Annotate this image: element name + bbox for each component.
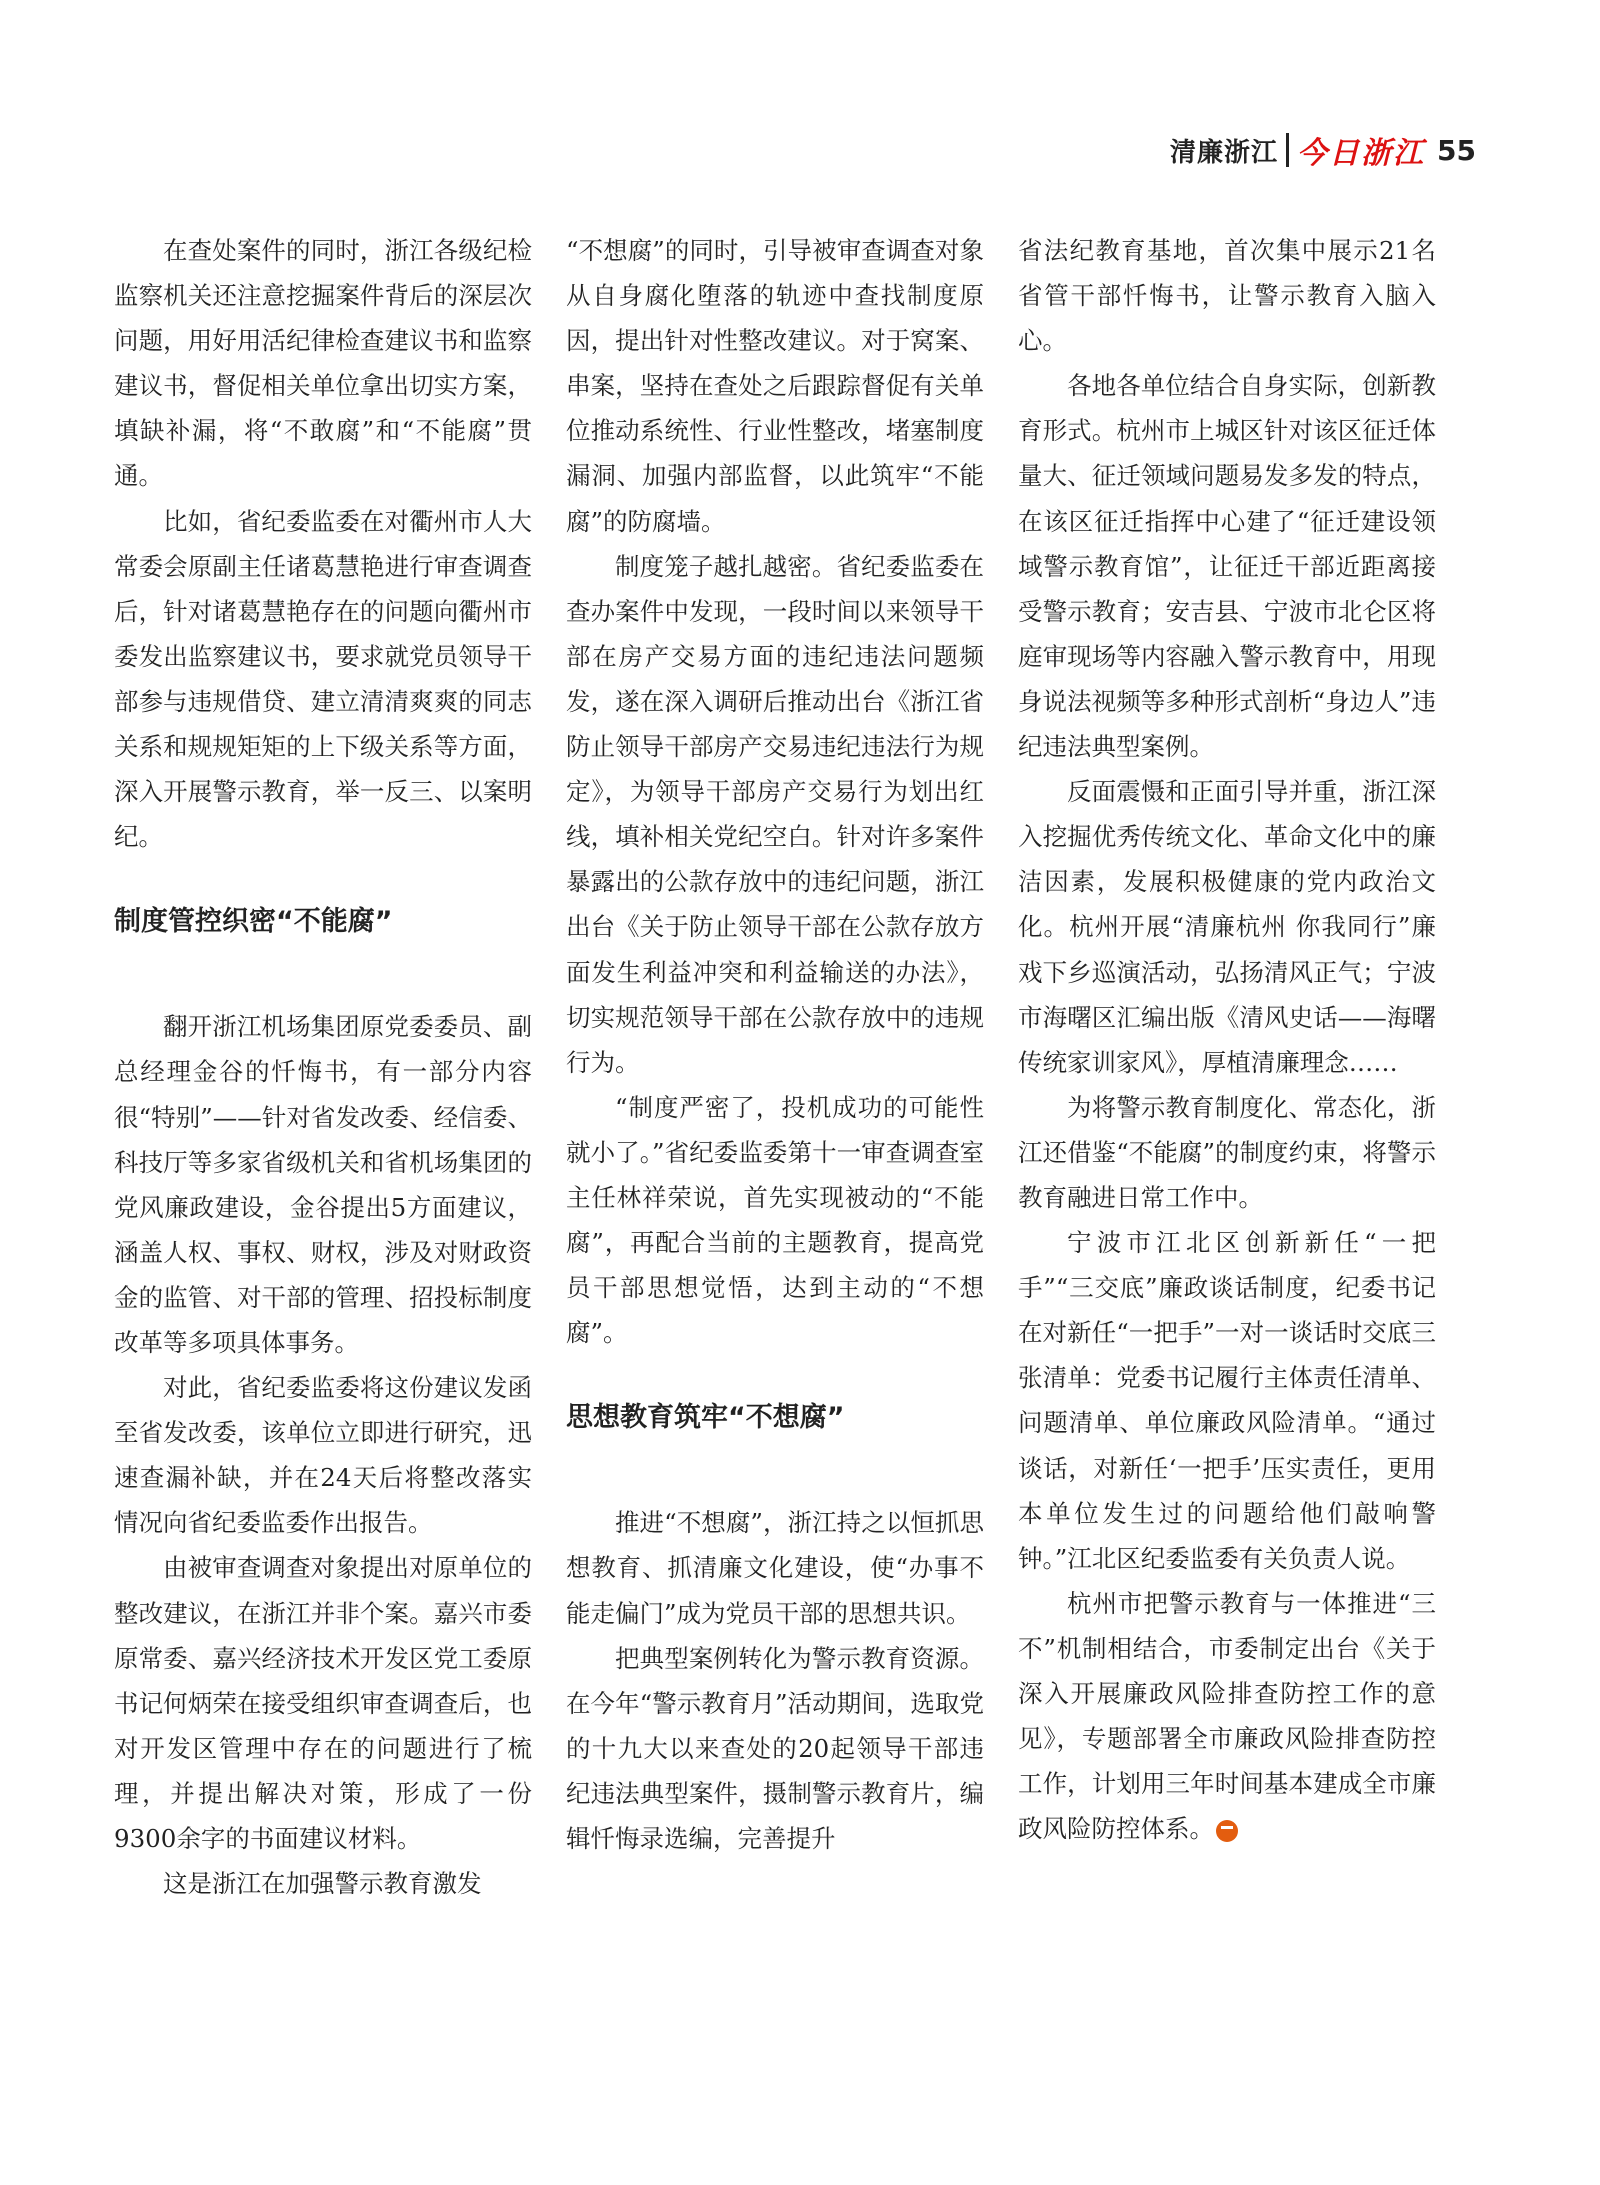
section-heading: 思想教育筑牢“不想腐” <box>566 1402 845 1434</box>
paragraph: 翻开浙江机场集团原党委委员、副总经理金谷的忏悔书，有一部分内容很“特别”——针对省发改委、经信委、科技厅等多家省级机关和省机场集团的党风廉政建设，金谷提出5方面建议，涵盖人权、事权、财权，涉及对财政资金的监管、对干部的管理、招投标制度改革等多项具体事务。 <box>114 1012 532 1357</box>
paragraph: 为将警示教育制度化、常态化，浙江还借鉴“不能腐”的制度约束，将警示教育融进日常工作中。 <box>1018 1092 1436 1212</box>
section-heading: 制度管控织密“不能腐” <box>114 906 393 938</box>
paragraph: 反面震慑和正面引导并重，浙江深入挖掘优秀传统文化、革命文化中的廉洁因素，发展积极健康的党内政治文化。杭州开展“清廉杭州 你我同行”廉戏下乡巡演活动，弘扬清风正气；宁波市海曙区汇编出版《清风史话——海曙传统家训家风》，厚植清廉理念…… <box>1018 777 1436 1077</box>
column-1 <box>114 228 532 1906</box>
paragraph: 在查处案件的同时，浙江各级纪检监察机关还注意挖掘案件背后的深层次问题，用好用活纪律检查建议书和监察建议书，督促相关单位拿出切实方案，填缺补漏，将“不敢腐”和“不能腐”贯通。 <box>114 236 532 491</box>
page-header <box>1170 128 1476 172</box>
paragraph: 宁波市江北区创新新任“一把手”“三交底”廉政谈话制度，纪委书记在对新任“一把手”一对一谈话时交底三张清单：党委书记履行主体责任清单、问题清单、单位廉政风险清单。“通过谈话，对新任‘一把手’压实责任，更用本单位发生过的问题给他们敲响警钟。”江北区纪委监委有关负责人说。 <box>1018 1228 1436 1573</box>
paragraph: 推进“不想腐”，浙江持之以恒抓思想教育、抓清廉文化建设，使“办事不能走偏门”成为党员干部的思想共识。 <box>566 1508 984 1628</box>
paragraph: 省法纪教育基地，首次集中展示21名省管干部忏悔书，让警示教育入脑入心。 <box>1018 236 1436 356</box>
paragraph: 比如，省纪委监委在对衢州市人大常委会原副主任诸葛慧艳进行审查调查后，针对诸葛慧艳存在的问题向衢州市委发出监察建议书，要求就党员领导干部参与违规借贷、建立清清爽爽的同志关系和规规矩矩的上下级关系等方面，深入开展警示教育，举一反三、以案明纪。 <box>114 506 532 852</box>
paragraph: 各地各单位结合自身实际，创新教育形式。杭州市上城区针对该区征迁体量大、征迁领域问题易发多发的特点，在该区征迁指挥中心建了“征迁建设领域警示教育馆”，让征迁干部近距离接受警示教育；安吉县、宁波市北仑区将庭审现场等内容融入警示教育中，用现身说法视频等多种形式剖析“身边人”违纪违法典型案例。 <box>1018 371 1436 762</box>
column-3 <box>1018 228 1436 1851</box>
paragraph: 制度笼子越扎越密。省纪委监委在查办案件中发现，一段时间以来领导干部在房产交易方面的违纪违法问题频发，遂在深入调研后推动出台《浙江省防止领导干部房产交易违纪违法行为规定》，为领导干部房产交易行为划出红线，填补相关党纪空白。针对许多案件暴露出的公款存放中的违纪问题，浙江出台《关于防止领导干部在公款存放方面发生利益冲突和利益输送的办法》，切实规范领导干部在公款存放中的违规行为。 <box>566 551 984 1077</box>
paragraph: “不想腐”的同时，引导被审查调查对象从自身腐化堕落的轨迹中查找制度原因，提出针对性整改建议。对于窝案、串案，坚持在查处之后跟踪督促有关单位推动系统性、行业性整改，堵塞制度漏洞、加强内部监督，以此筑牢“不能腐”的防腐墙。 <box>566 236 984 536</box>
page-number: 55 <box>1437 133 1476 167</box>
section-title: 清廉浙江 <box>1170 137 1279 168</box>
paragraph-last <box>1018 1581 1436 1852</box>
header-divider <box>1286 133 1289 167</box>
magazine-logo: 今日浙江 <box>1297 136 1426 171</box>
paragraph: 对此，省纪委监委将这份建议发函至省发改委，该单位立即进行研究，迅速查漏补缺，并在24天后将整改落实情况向省纪委监委作出报告。 <box>114 1373 532 1538</box>
paragraph: “制度严密了，投机成功的可能性就小了。”省纪委监委第十一审查调查室主任林祥荣说，首先实现被动的“不能腐”，再配合当前的主题教育，提高党员干部思想觉悟，达到主动的“不想腐”。 <box>566 1092 984 1348</box>
paragraph: 由被审查调查对象提出对原单位的整改建议，在浙江并非个案。嘉兴市委原常委、嘉兴经济技术开发区党工委原书记何炳荣在接受组织审查调查后，也对开发区管理中存在的问题进行了梳理，并提出解决对策，形成了一份9300余字的书面建议材料。 <box>114 1553 532 1853</box>
paragraph-text: 杭州市把警示教育与一体推进“三不”机制相结合，市委制定出台《关于深入开展廉政风险排查防控工作的意见》，专题部署全市廉政风险排查防控工作，计划用三年时间基本建成全市廉政风险防控体系。 <box>1018 1588 1436 1844</box>
column-2 <box>566 228 984 1861</box>
paragraph: 这是浙江在加强警示教育激发 <box>163 1869 482 1899</box>
end-of-article-icon <box>1216 1820 1238 1842</box>
paragraph: 把典型案例转化为警示教育资源。在今年“警示教育月”活动期间，选取党的十九大以来查处的20起领导干部违纪违法典型案件，摄制警示教育片，编辑忏悔录选编，完善提升 <box>566 1643 984 1853</box>
